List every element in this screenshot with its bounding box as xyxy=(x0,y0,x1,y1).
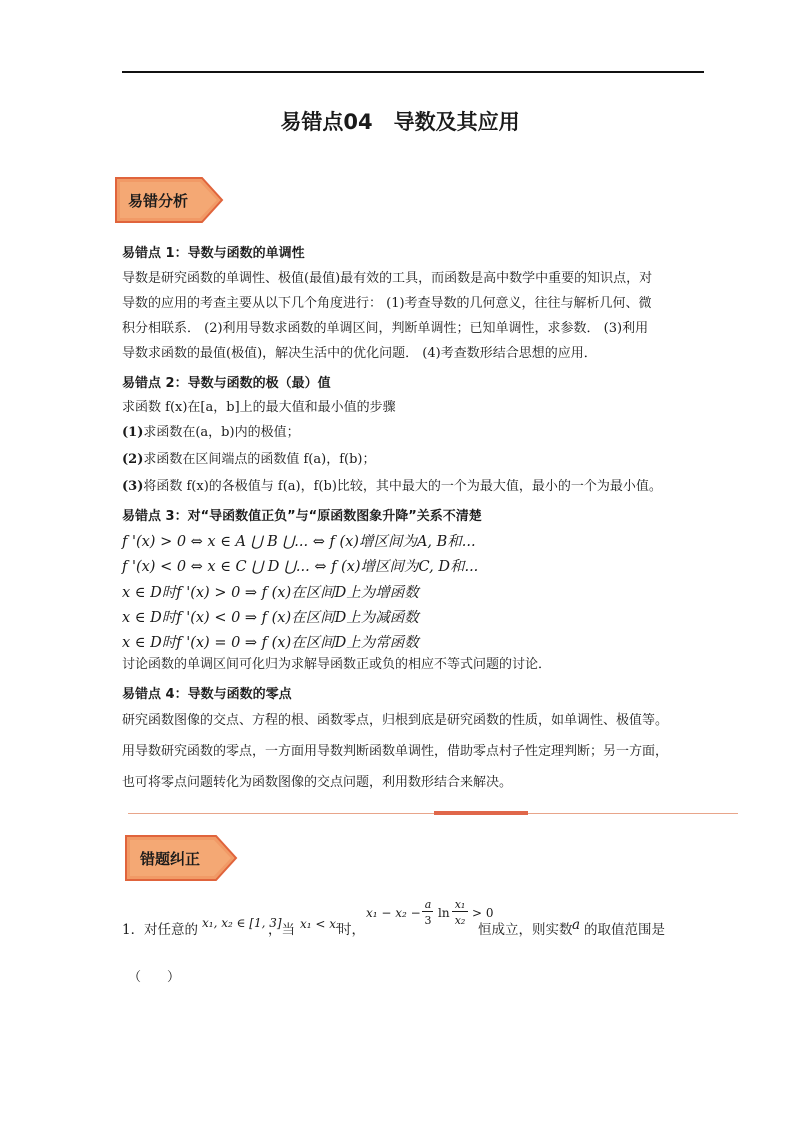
formula-line: x ∈ D时f '(x) > 0 ⇒ f (x)在区间D上为增函数 xyxy=(122,585,419,601)
question-text: ，当 xyxy=(268,922,295,938)
step-text: 将函数 f(x)的各极值与 f(a)，f(b)比较，其中最大的一个为最大值，最小的一个为最小值。 xyxy=(143,479,662,494)
fraction-bar xyxy=(452,911,468,912)
formula-line: f '(x) > 0 ⇔ x ∈ A ⋃ B ⋃... ⇔ f (x)增区间为A, B和... xyxy=(122,534,476,550)
math-expression: x₁ − x₂ − xyxy=(366,906,421,920)
fraction-numerator: a xyxy=(424,898,432,911)
formula-line: x ∈ D时f '(x) = 0 ⇒ f (x)在区间D上为常函数 xyxy=(122,635,419,651)
step-number: (3) xyxy=(122,479,144,494)
paragraph-line: 导数的应用的考查主要从以下几个角度进行： (1)考查导数的几何意义，往往与解析几何、微 xyxy=(122,296,652,311)
page-title: 易错点04 导数及其应用 xyxy=(280,110,520,134)
fraction-numerator: x₁ xyxy=(454,898,466,911)
question-text: 对任意的 xyxy=(144,922,198,938)
step-item xyxy=(122,421,300,445)
section-divider-accent xyxy=(434,811,528,815)
paragraph-line: 导数求函数的最值(极值)，解决生活中的优化问题． (4)考查数形结合思想的应用． xyxy=(122,346,597,361)
top-rule xyxy=(122,71,704,73)
fraction-denominator: 3 xyxy=(424,914,432,927)
heading-point-2: 易错点 2：导数与函数的极（最）值 xyxy=(122,376,331,391)
paragraph-line: 研究函数图像的交点、方程的根、函数零点，归根到底是研究函数的性质，如单调性、极值等。 xyxy=(122,713,669,728)
paragraph-line: 也可将零点问题转化为函数图像的交点问题，利用数形结合来解决。 xyxy=(122,775,513,790)
question-text: 时， xyxy=(338,922,365,938)
step-number: (2) xyxy=(122,452,144,467)
heading-point-3: 易错点 3：对“导函数值正负”与“原函数图象升降”关系不清楚 xyxy=(122,509,482,524)
math-condition: x₁, x₂ ∈ [1, 3] xyxy=(202,916,282,930)
step-number: (1) xyxy=(122,425,144,440)
steps-intro: 求函数 f(x)在[a，b]上的最大值和最小值的步骤 xyxy=(122,400,396,415)
paragraph-line: 用导数研究函数的零点，一方面用导数判断函数单调性，借助零点村子性定理判断；另一方面， xyxy=(122,744,669,759)
section-label: 易错分析 xyxy=(128,192,189,210)
math-expression: > 0 xyxy=(472,906,494,920)
step-text: 求函数在(a，b)内的极值； xyxy=(143,425,300,440)
section-banner-analysis xyxy=(114,176,226,224)
question-text: 的取值范围是 xyxy=(584,922,665,938)
step-item xyxy=(122,475,662,499)
math-variable: a xyxy=(572,917,581,933)
heading-point-4: 易错点 4：导数与函数的零点 xyxy=(122,687,292,702)
question-number: 1． xyxy=(122,922,145,938)
section-label: 错题纠正 xyxy=(140,850,201,868)
section-divider xyxy=(128,813,738,814)
math-function: ln xyxy=(438,906,450,920)
fraction-bar xyxy=(422,911,433,912)
answer-blank: （ ） xyxy=(128,970,181,985)
fraction-denominator: x₂ xyxy=(454,914,466,927)
step-item xyxy=(122,448,375,472)
formula-line: x ∈ D时f '(x) < 0 ⇒ f (x)在区间D上为减函数 xyxy=(122,610,419,626)
paragraph-line: 积分相联系． (2)利用导数求函数的单调区间，判断单调性；已知单调性，求参数． (3)利用 xyxy=(122,321,649,336)
step-text: 求函数在区间端点的函数值 f(a)，f(b)； xyxy=(143,452,376,467)
paragraph-note: 讨论函数的单调区间可化归为求解导函数正或负的相应不等式问题的讨论． xyxy=(122,657,552,672)
heading-point-1: 易错点 1：导数与函数的单调性 xyxy=(122,246,305,261)
paragraph-line: 导数是研究函数的单调性、极值(最值)最有效的工具，而函数是高中数学中重要的知识点，对 xyxy=(122,271,653,286)
section-banner-correction xyxy=(124,834,240,882)
question-text: 恒成立，则实数 xyxy=(478,922,573,938)
formula-line: f '(x) < 0 ⇔ x ∈ C ⋃ D ⋃... ⇔ f (x)增区间为C, D和... xyxy=(122,559,479,575)
math-condition: x₁ < x₂ xyxy=(300,917,341,931)
